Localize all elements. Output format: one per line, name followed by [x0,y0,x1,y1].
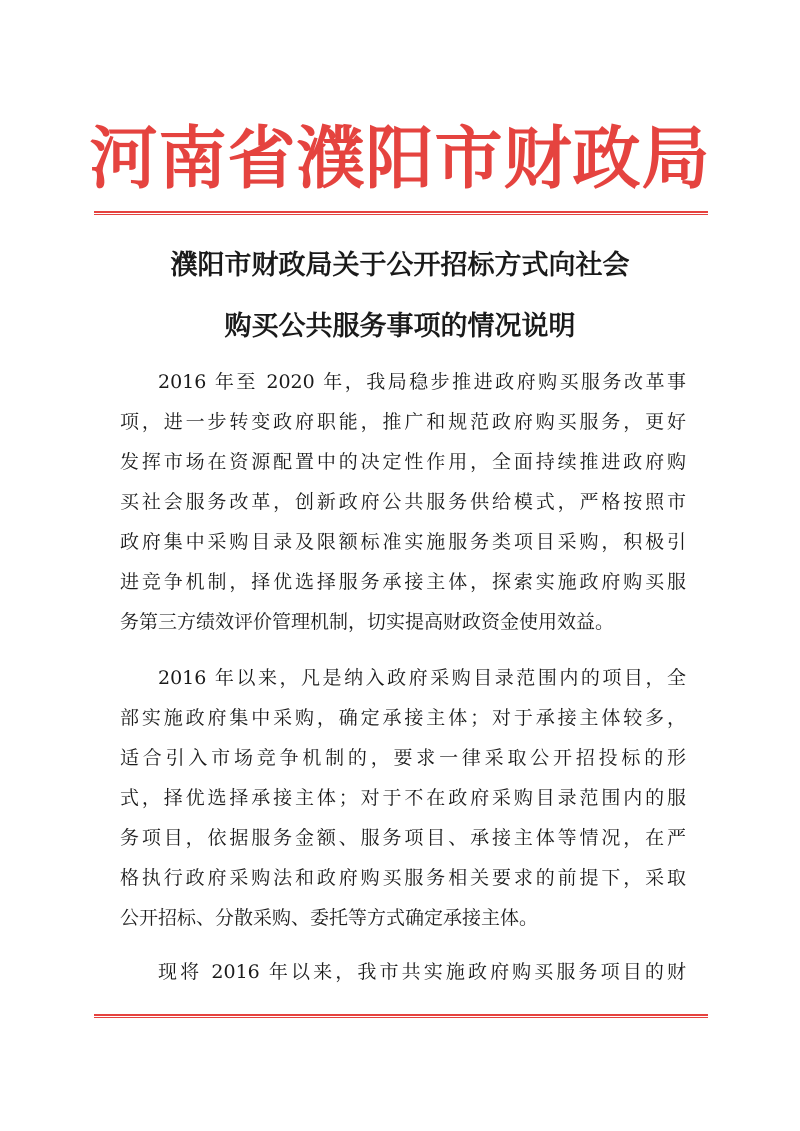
paragraph-line: 现将 2016 年以来，我市共实施政府购买服务项目的财 [158,961,686,983]
paragraph-line: 政府集中采购目录及限额标准实施服务类项目采购，积极引 [120,531,686,553]
footer-rule-thick [94,1014,708,1016]
header-red-rule [94,211,708,215]
paragraph-line: 进竞争机制，择优选择服务承接主体，探索实施政府购买服 [120,571,686,593]
paragraph-line: 发挥市场在资源配置中的决定性作用，全面持续推进政府购 [120,451,686,473]
paragraph-1 [120,362,686,642]
paragraph-line: 格执行政府采购法和政府购买服务相关要求的前提下，采取 [120,867,686,889]
paragraph-line: 式，择优选择承接主体；对于不在政府采购目录范围内的服 [120,787,686,809]
header-rule-thin [94,214,708,215]
paragraph-line: 部实施政府集中采购，确定承接主体；对于承接主体较多， [120,707,686,729]
paragraph-3 [120,952,686,992]
footer-red-rule [94,1014,708,1018]
paragraph-line: 务第三方绩效评价管理机制，切实提高财政资金使用效益。 [120,611,615,633]
paragraph-2 [120,658,686,938]
footer-rule-thin [94,1017,708,1018]
masthead-title: 河南省濮阳市财政局 [89,119,711,199]
document-title-line-1: 濮阳市财政局关于公开招标方式向社会 [170,250,630,281]
paragraph-line: 2016 年以来，凡是纳入政府采购目录范围内的项目，全 [158,667,686,689]
paragraph-line: 务项目，依据服务金额、服务项目、承接主体等情况，在严 [120,827,686,849]
paragraph-line: 2016 年至 2020 年，我局稳步推进政府购买服务改革事 [158,371,686,393]
paragraph-line: 公开招标、分散采购、委托等方式确定承接主体。 [120,907,539,929]
header-rule-thick [94,211,708,213]
paragraph-line: 项，进一步转变政府职能，推广和规范政府购买服务，更好 [120,411,686,433]
document-title-line-2: 购买公共服务事项的情况说明 [224,311,576,342]
paragraph-line: 买社会服务改革，创新政府公共服务供给模式，严格按照市 [120,491,686,513]
paragraph-line: 适合引入市场竞争机制的，要求一律采取公开招投标的形 [120,747,686,769]
